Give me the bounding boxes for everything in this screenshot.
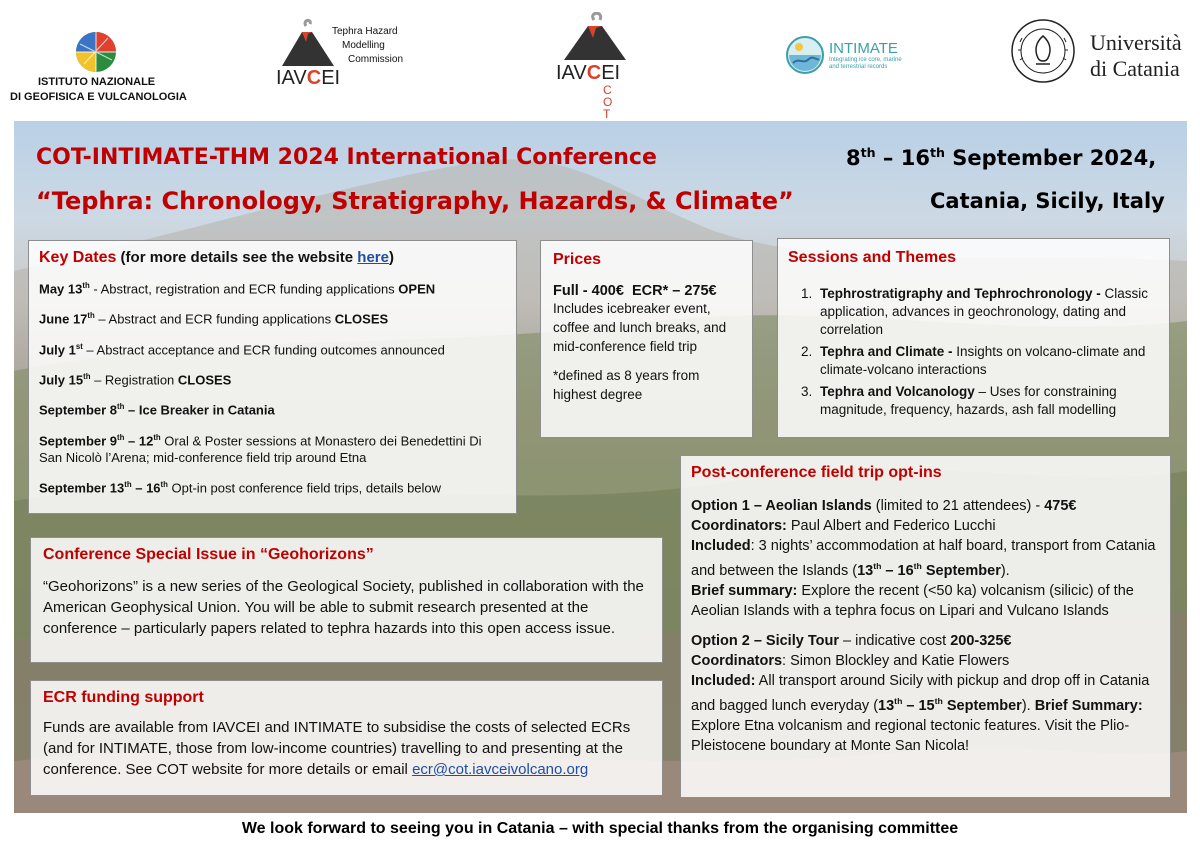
key-date-text: – Abstract acceptance and ECR funding outcomes announced bbox=[82, 341, 445, 357]
option-1-limit: (limited to 21 attendees) - bbox=[871, 498, 1045, 514]
key-date-label: May 13 bbox=[39, 281, 83, 297]
conference-subtitle: “Tephra: Chronology, Stratigraphy, Hazards, & Climate” bbox=[36, 187, 794, 215]
session-sep: – bbox=[974, 384, 990, 399]
intimate-tagline2: and terrestrial records bbox=[829, 64, 888, 70]
option-1-coordinators: Paul Albert and Federico Lucchi bbox=[786, 518, 996, 534]
key-date-status: OPEN bbox=[398, 281, 436, 297]
price-includes: Includes icebreaker event, coffee and lunch breaks, and mid-conference field trip bbox=[553, 301, 727, 354]
option-2-incl-label: Included: bbox=[691, 672, 756, 689]
field-trip-option-2 bbox=[691, 631, 1160, 756]
sessions-heading: Sessions and Themes bbox=[788, 249, 957, 266]
field-trips-heading: Post-conference field trip opt-ins bbox=[691, 464, 942, 481]
unict-line2: di Catania bbox=[1090, 56, 1180, 81]
sessions-list bbox=[788, 285, 1159, 419]
conference-dates bbox=[846, 145, 1156, 170]
key-dates-heading bbox=[39, 249, 506, 267]
key-date-text: - Abstract, registration and ECR funding applications bbox=[89, 281, 399, 297]
option-1-included: : 3 nights’ accommodation at half board, transport from Catania and between the Islands ( bbox=[691, 538, 1156, 579]
ingv-logo bbox=[10, 28, 187, 113]
option-1-summary-label: Brief summary: bbox=[691, 582, 798, 599]
key-dates-note-pre: (for more details see the website bbox=[116, 249, 358, 266]
key-date-sup: th bbox=[117, 402, 125, 412]
ecr-heading: ECR funding support bbox=[43, 689, 204, 706]
date-end-day: 16 bbox=[900, 146, 930, 170]
intimate-name: INTIMATE bbox=[829, 40, 898, 57]
session-title: Tephra and Climate bbox=[820, 344, 945, 359]
option-1-dates: 13 bbox=[857, 562, 874, 579]
iavcei-wordmark-c: C bbox=[306, 67, 322, 89]
option-1-name: Option 1 – Aeolian Islands bbox=[691, 498, 872, 514]
key-dates-title: Key Dates bbox=[39, 249, 117, 266]
option-2-summary: Explore Etna volcanism and regional tectonic features. Visit the Plio-Pleistocene boundary at Monte San Nicola! bbox=[691, 717, 1130, 754]
intimate-logo bbox=[785, 35, 935, 79]
key-date-row bbox=[39, 398, 506, 418]
volcano-icon bbox=[278, 18, 338, 68]
session-sep: - bbox=[1092, 286, 1105, 301]
key-date-row bbox=[39, 277, 506, 297]
option-2-sup: th bbox=[894, 695, 903, 706]
option-1-incl-end: ). bbox=[1000, 562, 1010, 579]
key-date-row bbox=[39, 429, 506, 466]
option-2-coord-label: Coordinators bbox=[691, 652, 783, 669]
session-item bbox=[816, 343, 1159, 379]
option-2-month: September bbox=[942, 697, 1022, 714]
thm-line3: Commission bbox=[348, 54, 404, 65]
option-1-incl-label: Included bbox=[691, 538, 751, 554]
website-link[interactable]: here bbox=[357, 249, 389, 266]
option-1-sup: th bbox=[913, 561, 922, 571]
option-2-cost-pre: – indicative cost bbox=[838, 632, 951, 649]
option-2-name: Option 2 – Sicily Tour bbox=[691, 632, 839, 649]
prices-heading: Prices bbox=[553, 251, 602, 268]
session-title: Tephra and Volcanology bbox=[820, 384, 975, 399]
field-trip-option-1 bbox=[691, 496, 1160, 621]
key-date-status: CLOSES bbox=[334, 311, 389, 327]
intimate-tagline1: Integrating ice core, marine bbox=[829, 57, 902, 63]
option-1-month: September bbox=[921, 562, 1001, 579]
geohorizons-text: “Geohorizons” is a new series of the Geological Society, published in collaboration with the American Geophysical Union. You will be able to submit research presented at the conference – particularly papers related to tephra hazards into this open access issue. bbox=[43, 578, 644, 637]
iavcei-wordmark-prefix: IAV bbox=[276, 67, 307, 89]
key-date-sup: th bbox=[117, 432, 125, 442]
volcano-icon bbox=[560, 12, 630, 62]
key-date-text: – Registration bbox=[90, 372, 178, 388]
key-date-text: Opt-in post conference field trips, details below bbox=[167, 480, 442, 496]
option-1-price: 475€ bbox=[1044, 498, 1077, 514]
geohorizons-box bbox=[30, 537, 663, 663]
key-date-sup: th bbox=[83, 371, 91, 381]
iavcei-thm-logo bbox=[272, 18, 422, 98]
geohorizons-heading: Conference Special Issue in “Geohorizons” bbox=[43, 546, 374, 563]
key-date-label: July 1 bbox=[39, 341, 76, 357]
sessions-box bbox=[777, 238, 1170, 438]
key-date-label: July 15 bbox=[39, 372, 84, 388]
key-date-row bbox=[39, 307, 506, 327]
iavcei-cot-logo bbox=[548, 10, 648, 120]
key-date-sup: th bbox=[82, 281, 90, 290]
cot-wordmark-prefix: IAV bbox=[556, 62, 587, 84]
cot-wordmark-suffix: EI bbox=[601, 62, 621, 84]
key-date-text: Oral & Poster sessions at Monastero dei Benedettini Di San Nicolò l’Arena; mid-conference field trip around Etna bbox=[39, 432, 482, 465]
option-2-incl-end: ). bbox=[1021, 697, 1035, 714]
unict-logo bbox=[1010, 18, 1190, 98]
session-item bbox=[816, 285, 1159, 339]
key-date-label: September 13 bbox=[39, 480, 125, 496]
date-sep: – bbox=[875, 146, 901, 170]
key-date-range-end: – 16 bbox=[131, 480, 161, 496]
option-2-coordinators: : Simon Blockley and Katie Flowers bbox=[782, 652, 1010, 669]
university-seal-icon bbox=[1010, 18, 1076, 84]
logo-bar bbox=[0, 0, 1200, 120]
key-date-sup: st bbox=[75, 341, 83, 351]
date-end-sup: th bbox=[929, 145, 945, 160]
session-title: Tephrostratigraphy and Tephrochronology bbox=[820, 286, 1093, 301]
date-start-sup: th bbox=[860, 145, 876, 160]
globe-icon bbox=[74, 30, 118, 74]
option-1-dates-end: – 16 bbox=[881, 562, 914, 579]
key-date-range-end: – 12 bbox=[124, 432, 154, 448]
key-date-row bbox=[39, 368, 506, 388]
key-date-row bbox=[39, 338, 506, 358]
ingv-name-line1: ISTITUTO NAZIONALE bbox=[38, 76, 156, 88]
option-2-summary-label: Brief Summary: bbox=[1034, 697, 1143, 714]
key-date-label: September 9 bbox=[39, 432, 118, 448]
key-date-sup: th bbox=[160, 479, 168, 489]
session-item bbox=[816, 383, 1159, 419]
iavcei-wordmark-suffix: EI bbox=[321, 67, 341, 89]
option-2-dates-end: – 15 bbox=[902, 697, 935, 714]
key-date-status: – Ice Breaker in Catania bbox=[124, 402, 275, 418]
option-2-sup: th bbox=[934, 695, 943, 706]
conference-location: Catania, Sicily, Italy bbox=[930, 189, 1165, 213]
key-date-sup: th bbox=[124, 479, 132, 489]
key-dates-box bbox=[28, 240, 517, 514]
thm-line2: Modelling bbox=[342, 40, 385, 51]
key-dates-note-post: ) bbox=[388, 249, 394, 266]
conference-title: COT-INTIMATE-THM 2024 International Conference bbox=[36, 145, 657, 170]
option-1-sup: th bbox=[873, 561, 882, 571]
ecr-funding-box bbox=[30, 680, 663, 796]
session-desc: Classic application, advances in geochronology, dating and correlation bbox=[820, 286, 1149, 337]
field-trips-box bbox=[680, 455, 1171, 798]
option-1-summary: Explore the recent (<50 ka) volcanism (silicic) of the Aeolian Islands with a tephra focus on Lipari and Vulcano Islands bbox=[691, 582, 1134, 619]
cot-wordmark-c: C bbox=[586, 62, 602, 84]
iavcei-wordmark bbox=[276, 67, 340, 90]
prices-box bbox=[540, 240, 753, 438]
price-list: Full - 400€ ECR* – 275€ bbox=[553, 283, 717, 299]
option-1-coord-label: Coordinators: bbox=[691, 518, 787, 534]
key-date-label: September 8 bbox=[39, 402, 118, 418]
cot-wordmark bbox=[556, 62, 620, 85]
key-date-sup: th bbox=[87, 311, 95, 321]
key-date-status: CLOSES bbox=[177, 372, 232, 388]
cot-vertical: COT bbox=[603, 83, 613, 121]
date-start-day: 8 bbox=[846, 146, 861, 170]
intimate-emblem-icon bbox=[785, 35, 825, 75]
option-2-dates: 13 bbox=[878, 697, 895, 714]
closing-message: We look forward to seeing you in Catania – with special thanks from the organising committee bbox=[241, 820, 959, 837]
ecr-email-link[interactable]: ecr@cot.iavceivolcano.org bbox=[412, 761, 589, 778]
thm-line1: Tephra Hazard bbox=[332, 26, 398, 37]
ecr-text-block bbox=[43, 717, 650, 780]
date-tail: September 2024, bbox=[944, 146, 1157, 170]
key-date-label: June 17 bbox=[39, 311, 88, 327]
session-desc: Uses for constraining magnitude, frequency, hazards, ash fall modelling bbox=[820, 384, 1117, 417]
ingv-name-line2: DI GEOFISICA E VULCANOLOGIA bbox=[10, 91, 187, 103]
key-date-text: – Abstract and ECR funding applications bbox=[94, 311, 335, 327]
option-2-price: 200-325€ bbox=[950, 632, 1012, 649]
session-sep: - bbox=[944, 344, 957, 359]
key-date-sup: th bbox=[153, 432, 161, 442]
session-desc: Insights on volcano-climate and climate-volcano interactions bbox=[820, 344, 1146, 377]
option-2-included: All transport around Sicily with pickup and drop off in Catania and bagged lunch everyday ( bbox=[691, 672, 1150, 714]
ecr-text: Funds are available from IAVCEI and INTIMATE to subsidise the costs of selected ECRs (and for INTIMATE, those from low-income countries) travelling to and presenting at the conference. See COT website for more details or email bbox=[43, 719, 631, 778]
key-date-row bbox=[39, 476, 506, 496]
unict-line1: Università bbox=[1090, 30, 1182, 55]
price-footnote: *defined as 8 years from highest degree bbox=[553, 368, 700, 402]
